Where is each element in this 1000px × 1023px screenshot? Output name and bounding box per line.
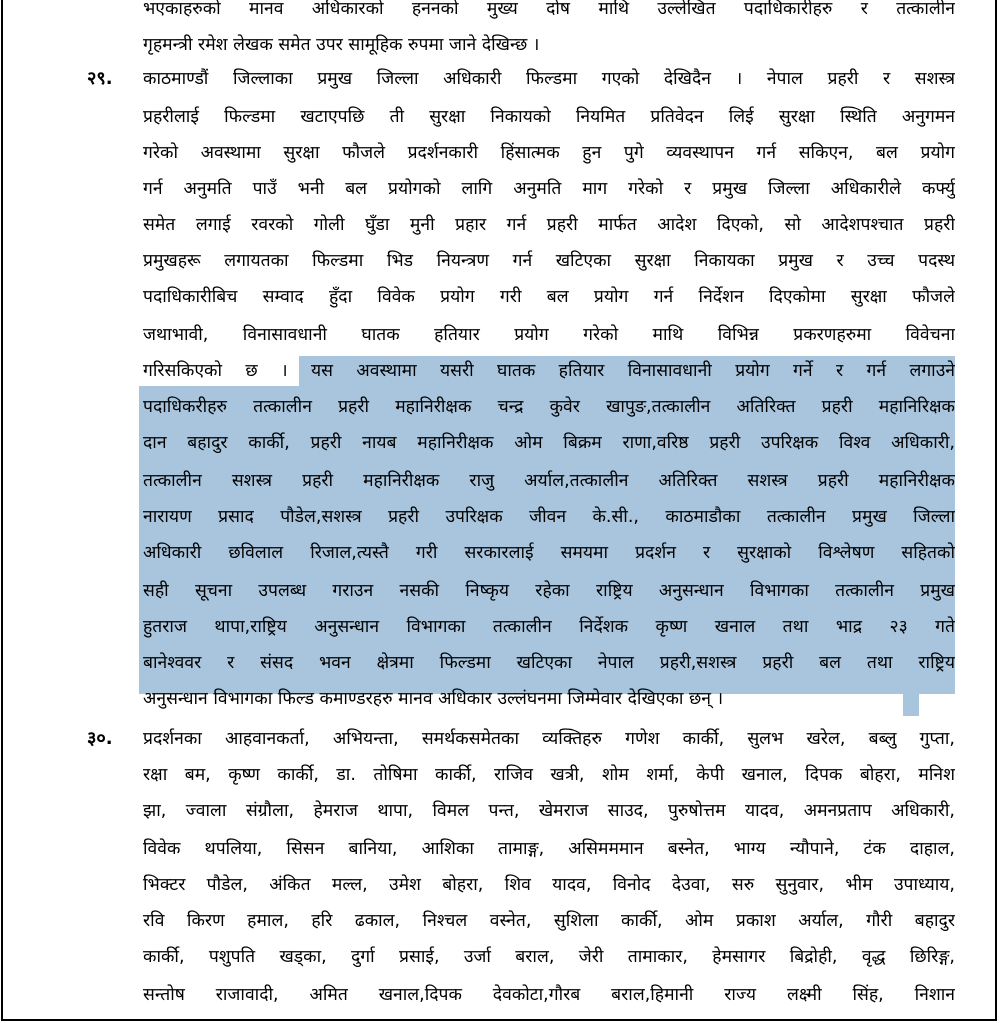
- text-line: गर्न अनुमति पाउँ भनी बल प्रयोगको लागि अनुमति माग गरेको र प्रमुख जिल्ला अधिकारीले कर्फ्यु: [143, 179, 955, 199]
- text-line: पदाधिकरीहरु तत्कालीन प्रहरी महानिरीक्षक चन्द्र कुवेर खापुङ,तत्कालीन अतिरिक्त प्रहरी महानिरिक्षक: [143, 397, 955, 417]
- text-line: अधिकारी छविलाल रिजाल,त्यस्तै गरी सरकारलाई समयमा प्रदर्शन र सुरक्षाको विश्लेषण सहितको: [143, 543, 955, 563]
- text-line: प्रहरीलाई फिल्डमा खटाएपछि ती सुरक्षा निकायको नियमित प्रतिवेदन लिई सुरक्षा स्थिति अनुगमन: [143, 107, 955, 127]
- text-line: प्रदर्शनका आहवानकर्ता, अभियन्ता, समर्थकसमेतका व्यक्तिहरु गणेश कार्की, सुलभ खरेल, बब्लु गुप्ता,: [143, 729, 955, 749]
- document-page: [1, 0, 997, 1021]
- text-line: तत्कालीन सशस्त्र प्रहरी महानिरीक्षक राजु अर्याल,तत्कालीन अतिरिक्त सशस्त्र प्रहरी महानिरीक्षक: [143, 471, 955, 491]
- text-line: रक्षा बम, कृष्ण कार्की, डा. तोषिमा कार्की, राजिव खत्री, शोम शर्मा, केपी खनाल, दिपक बोहरा, मनिश: [143, 765, 955, 785]
- text-line: बानेश्ववर र संसद भवन क्षेत्रमा फिल्डमा खटिएका नेपाल प्रहरी,सशस्त्र प्रहरी बल तथा राष्ट्रिय: [143, 653, 955, 673]
- text-line: रवि किरण हमाल, हरि ढकाल, निश्चल वस्नेत, सुशिला कार्की, ओम प्रकाश अर्याल, गौरी बहादुर: [143, 911, 955, 931]
- text-line: गरेको अवस्थामा सुरक्षा फौजले प्रदर्शनकारी हिंसात्मक हुन पुगे व्यवस्थापन गर्न सकिएन, बल प्रयोग: [143, 143, 955, 163]
- text-line: पदाधिकारीबिच सम्वाद हुँदा विवेक प्रयोग गरी बल प्रयोग गर्न निर्देशन दिएकोमा सुरक्षा फौजले: [143, 287, 955, 307]
- text-line: जथाभावी, विनासावधानी घातक हतियार प्रयोग गरेको माथि विभिन्न प्रकरणहरुमा विवेचना: [143, 325, 955, 345]
- text-line: विवेक थपलिया, सिसन बानिया, आशिका तामाङ्ग, असिमममान बस्नेत, भाग्य न्यौपाने, टंक दाहाल,: [143, 839, 955, 859]
- text-line: समेत लगाई रवरको गोली घुँडा मुनी प्रहार गर्न प्रहरी मार्फत आदेश दिएको, सो आदेशपश्चात प्रहरी: [143, 215, 955, 235]
- text-line: भएकाहरुको मानव अधिकारको हननको मुख्य दोष माथि उल्लेखित पदाधिकारीहरु र तत्कालीन: [143, 0, 955, 19]
- text-line: दान बहादुर कार्की, प्रहरी नायब महानिरीक्षक ओम बिक्रम राणा,वरिष्ठ प्रहरी उपरिक्षक विश्व अधिकारी,: [143, 433, 955, 453]
- text-line: झा, ज्वाला संग्रौला, हेमराज थापा, विमल पन्त, खेमराज साउद, पुरुषोत्तम यादव, अमनप्रताप अधिकारी,: [143, 801, 955, 821]
- text-line: कार्की, पशुपति खड्का, दुर्गा प्रसाई, उर्जा बराल, जेरी तामाकार, हेमसागर बिद्रोही, वृद्ध छिरिङ्ग,: [143, 947, 955, 967]
- text-line: काठमाण्डौं जिल्लाका प्रमुख जिल्ला अधिकारी फिल्डमा गएको देखिदैन । नेपाल प्रहरी र सशस्त्र: [143, 69, 955, 89]
- text-line: प्रमुखहरू लगायतका फिल्डमा भिड नियन्त्रण गर्न खटिएका सुरक्षा निकायका प्रमुख र उच्च पदस्थ: [143, 251, 955, 271]
- text-line: भिक्टर पौडेल, अंकित मल्ल, उमेश बोहरा, शिव यादव, विनोद देउवा, सरु सुनुवार, भीम उपाध्याय,: [143, 875, 955, 895]
- text-line: अनुसन्धान विभागका फिल्ड कमाण्डरहरु मानव अधिकार उल्लंघनमा जिम्मेवार देखिएका छन् ।: [143, 689, 724, 709]
- text-line: नारायण प्रसाद पौडेल,सशस्त्र प्रहरी उपरिक्षक जीवन के.सी., काठमाडौका तत्कालीन प्रमुख जिल्ला: [143, 507, 955, 527]
- paragraph-number: ३०.: [87, 728, 113, 749]
- text-line: गरिसकिएको छ । यस अवस्थामा यसरी घातक हतियार विनासावधानी प्रयोग गर्ने र गर्न लगाउने: [143, 361, 955, 381]
- text-line: गृहमन्त्री रमेश लेखक समेत उपर सामूहिक रुपमा जाने देखिन्छ ।: [143, 35, 540, 55]
- text-line: हुतराज थापा,राष्ट्रिय अनुसन्धान विभागका तत्कालीन निर्देशक कृष्ण खनाल तथा भाद्र २३ गते: [143, 617, 955, 637]
- text-line: सही सूचना उपलब्ध गराउन नसकी निष्कृय रहेका राष्ट्रिय अनुसन्धान विभागका तत्कालीन प्रमुख: [143, 581, 955, 601]
- paragraph-number: २९.: [87, 68, 113, 89]
- text-line: सन्तोष राजावादी, अमित खनाल,दिपक देवकोटा,गौरब बराल,हिमानी राज्य लक्ष्मी सिंह, निशान: [143, 985, 955, 1005]
